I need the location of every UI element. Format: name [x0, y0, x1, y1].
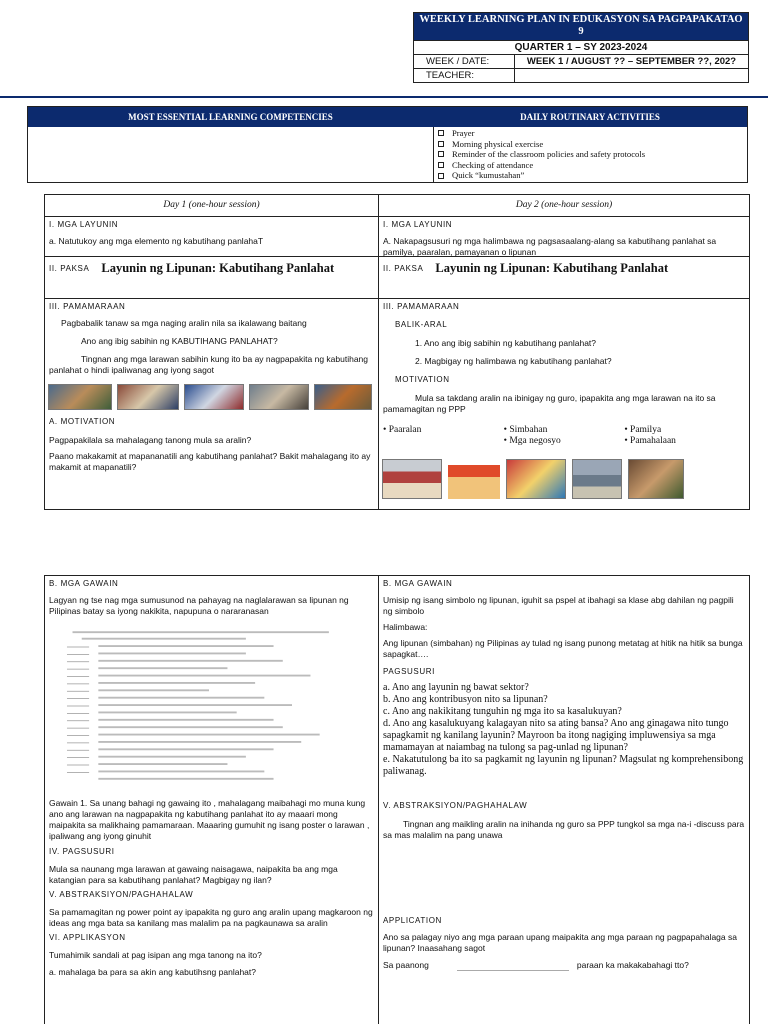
photo-image — [249, 384, 309, 410]
list-item — [383, 436, 504, 447]
checkbox-icon — [438, 151, 444, 157]
routines-list — [433, 127, 747, 182]
list-item: • Paaralan — [383, 425, 422, 435]
institution-list — [383, 425, 745, 447]
day2-photo-strip — [382, 459, 745, 499]
day-sessions-table-continued — [44, 575, 750, 1024]
application-line: Sa paanong paraan ka makakabahagi tto? — [383, 960, 689, 970]
school-image — [382, 459, 442, 499]
week-label: WEEK / DATE: — [414, 55, 515, 68]
teacher-label: TEACHER: — [414, 69, 515, 82]
day1-photo-strip — [48, 384, 374, 410]
quarter-label: QUARTER 1 – SY 2023-2024 — [414, 40, 748, 54]
photo-image — [48, 384, 112, 410]
day-sessions-table — [44, 194, 750, 510]
family-image — [506, 459, 566, 499]
photo-image — [184, 384, 244, 410]
list-item: • Pamahalaan — [624, 436, 676, 446]
header-divider — [0, 96, 768, 98]
day2-column — [378, 195, 749, 509]
day2-heading: Day 2 (one-hour session) — [379, 195, 749, 217]
lower-day1-content: B. MGA GAWAIN Lagyan ng tse nag mga sumusunod na pahayag na naglalarawan sa lipunan ng Pilipinas batay sa iyong nakikita, napupuna o nararanasan Gawain 1. Sa unang bahagi ng gawaing ito , mahalagang maibahagi mo muna kung ano ang larawan na nagpapakita ng kabutihang panlahat ito ay maaari mong maipakita sa malikhaing pamamaraan. Maaaring gumuhit ng isang poster o larawan , ipaliwang ang iyong ginuhit IV. PAGSUSURI Mula sa naunang mga larawan at gawaing naisagawa, naipakita ba ang mga katangian para sa kabutihang panlahat? Magbigay ng ilan? V. ABSTRAKSIYON/PAGHAHALAW Sa pamamagitan ng power point ay ipapakita ng guro ang aralin upang magkaroon ng ideas ang mga bata sa kanilang mas malalim pa na pagkaunawa sa aralin VI. APPLIKASYON Tumahimik sandali at pag isipan ang mga tanong na ito? a. mahalaga ba para sa akin ang kabutihsng panlahat? — [49, 579, 373, 977]
day2-layunin: I. MGA LAYUNIN A. Nakapagsusuri ng mga halimbawa ng pagsasaalang-alang sa kabutihang panlahat sa pamilya, paaralan, pamayanan o lipunan — [379, 217, 749, 257]
lower-day1-column — [45, 576, 378, 1024]
teacher-value — [515, 69, 748, 82]
routine-item: Quick “kumustahan” — [438, 170, 747, 181]
church-image — [448, 459, 500, 499]
day1-heading: Day 1 (one-hour session) — [45, 195, 378, 217]
worksheet-image — [49, 623, 369, 789]
competencies-col-header: MOST ESSENTIAL LEARNING COMPETENCIES — [128, 112, 333, 122]
group-photo-image — [628, 459, 684, 499]
day2-paksa: II. PAKSA Layunin ng Lipunan: Kabutihang Panlahat — [379, 257, 749, 299]
photo-image — [314, 384, 372, 410]
list-item: • Mga negosyo — [503, 436, 561, 446]
routine-item: Checking of attendance — [438, 160, 747, 171]
checkbox-icon — [438, 141, 444, 147]
week-row — [414, 54, 748, 68]
diagram-image — [457, 961, 569, 971]
checkbox-icon — [438, 130, 444, 136]
competencies-cell — [28, 127, 433, 182]
government-image — [572, 459, 622, 499]
checkbox-icon — [438, 162, 444, 168]
lower-day2-column — [378, 576, 749, 1024]
day2-pamamaraan: III. PAMAMARAAN BALIK-ARAL 1. Ano ang ibig sabihin ng kabutihang panlahat? 2. Magbigay ng halimbawa ng kabutihang panlahat? MOTIVATION Mula sa takdang aralin na ibinigay ng guro, ipapakita ang mga larawan na ito sa pamamagitan ng PPP • Paaralan • Simbahan • Pamilya • Mga negosyo • Pamahalaan — [379, 299, 749, 507]
list-item: • Simbahan — [503, 425, 548, 435]
routine-item: Prayer — [438, 128, 747, 139]
competencies-table — [27, 106, 748, 183]
routines-col-header: DAILY ROUTINARY ACTIVITIES — [520, 112, 660, 122]
plan-header — [413, 12, 749, 83]
day1-pamamaraan: III. PAMAMARAAN Pagbabalik tanaw sa mga naging aralin nila sa ikalawang baitang Ano ang ibig sabihin ng KABUTIHANG PANLAHAT? Tingnan ang mga larawan sabihin kung ito ba ay nagpapakita ng kabutihang panlahat o hindi ipaliwanag ang iyong sagot A. MOTIVATION Pagpapakilala sa mahalagang tanong mula sa aralin? Paano makakamit at mapananatili ang kabutihang panlahat? Bakit mahalagang ito ay makamit at mapanatili? — [45, 299, 378, 475]
teacher-row — [414, 68, 748, 82]
list-item: • Pamilya — [624, 425, 662, 435]
day1-paksa: II. PAKSA Layunin ng Lipunan: Kabutihang Panlahat — [45, 257, 378, 299]
lower-day2-content: B. MGA GAWAIN Umisip ng isang simbolo ng lipunan, iguhit sa pspel at ibahagi sa klase abg dahilan ng pagpili ng simbolo Halimbawa: Ang lipunan (simbahan) ng Pilipinas ay tulad ng isang punong metatag at hitik na hitik sa bunga sapagkat…. PAGSUSURI a. Ano ang layunin ng bawat sektor? b. Ano ang kontribusyon nito sa lipunan? c. Ano ang nakikitang tunguhin ng mga ito sa kasalukuyan? d. Ano ang kasalukuyang kalagayan nito sa ating bansa? Ano ang ginagawa nito tungo sapagkamit ng kanilang layunin? Mayroon ba itong nagiging impluwensiya sa mga mamamayan at naiambag na tulong sa pag-unlad ng lipunan? e. Nakatutulong ba ito sa pagkamit ng layunin ng lipunan? Magsulat ng komprehensibong paliwanag. V. ABSTRAKSIYON/PAGHAHALAW Tingnan ang maikling aralin na inihanda ng guro sa PPP tungkol sa mga na-i -discuss para sa mas malalim na pang unawa APPLICATION Ano sa palagay niyo ang mga paraan upang maipakita ang mga paraan ng pagpapahalaga sa lipunan? Inaasahang sagot Sa paanong paraan ka makakabahagi tto? — [383, 579, 745, 970]
plan-title: WEEKLY LEARNING PLAN IN EDUKASYON SA PAGPAPAKATAO 9 — [414, 13, 748, 40]
checkbox-icon — [438, 173, 444, 179]
routine-item: Morning physical exercise — [438, 139, 747, 150]
day1-column — [45, 195, 378, 509]
competencies-header — [28, 107, 747, 127]
day1-layunin: I. MGA LAYUNIN a. Natutukoy ang mga elemento ng kabutihang panlahaT — [45, 217, 378, 257]
photo-image — [117, 384, 179, 410]
routine-item: Reminder of the classroom policies and safety protocols — [438, 149, 747, 160]
week-value: WEEK 1 / AUGUST ?? – SEPTEMBER ??, 202? — [526, 56, 737, 67]
